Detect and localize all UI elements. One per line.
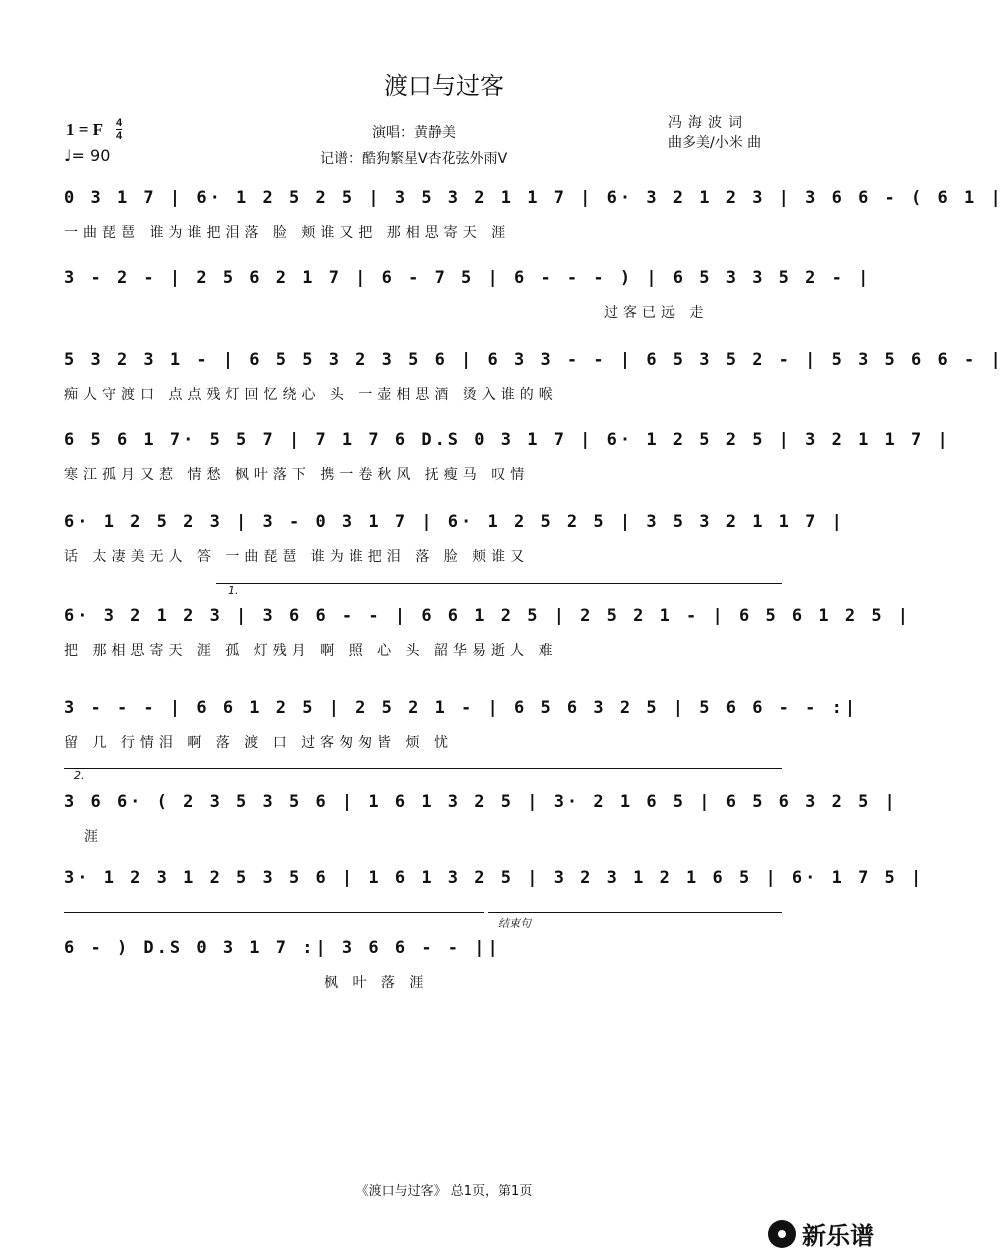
score-line-6 [64,606,912,676]
score-line-4 [64,430,951,500]
lyrics-line-3: 痴人守渡口 点点残灯回忆绕心 头 一壶相思酒 烫入谁的喉 [64,387,558,403]
time-signature-top: 4 [116,117,123,129]
lyrics-line-4: 寒江孤月又惹 情愁 枫叶落下 携一卷秋风 抚瘦马 叹情 [64,467,530,483]
score-title: 渡口与过客 [384,72,504,100]
lyrics-line-6: 把 那相思寄天 涯 孤 灯残月 啊 照 心 头 韶华易逝人 难 [64,643,558,659]
lyricist-credit: 冯海波词 [668,115,748,131]
key-signature: 1 = F [66,120,104,139]
volta-second-label: 2. [74,769,85,782]
score-line-5 [64,512,845,582]
score-line-8 [64,792,898,862]
lyrics-line-1: 一曲琵琶 谁为谁把泪落 脸 颊谁又把 那相思寄天 涯 [64,225,511,241]
notation-credit: 记谱：酷狗繁星V杏花弦外雨V [320,151,508,167]
volta-second-bracket [64,768,782,782]
brand-name: 新乐谱 [802,1222,874,1250]
notes-line-1: 0 3 1 7 | 6· 1 2 5 2 5 | 3 5 3 2 1 1 7 | 6· 3 2 1 2 3 | 3 6 6 - ( 6 1 | [64,188,1004,208]
notes-line-4: 6 5 6 1 7· 5 5 7 | 7 1 7 6 D.S 0 3 1 7 | 6· 1 2 5 2 5 | 3 2 1 1 7 | [64,430,951,450]
score-line-3 [64,350,1004,420]
tempo-value: = 90 [71,146,111,165]
ending-label: 结束句 [498,917,531,930]
ending-bracket [488,912,782,930]
notes-line-5: 6· 1 2 5 2 3 | 3 - 0 3 1 7 | 6· 1 2 5 2 5 | 3 5 3 2 1 1 7 | [64,512,845,532]
brand-logo [768,1216,874,1251]
notes-line-7: 3 - - - | 6 6 1 2 5 | 2 5 2 1 - | 6 5 6 3 2 5 | 5 6 6 - - :| [64,698,859,718]
composer-credit: 曲多美/小米 曲 [668,135,762,151]
score-line-7 [64,698,859,768]
lyrics-line-10: 枫 叶 落 涯 [324,975,429,991]
lyrics-line-2: 过客已远 走 [604,305,709,321]
notes-line-3: 5 3 2 3 1 - | 6 5 5 3 2 3 5 6 | 6 3 3 - - | 6 5 3 5 2 - | 5 3 5 6 6 - | [64,350,1004,370]
time-signature-bottom: 4 [116,130,123,142]
lyrics-line-7: 留 几 行情泪 啊 落 渡 口 过客匆匆皆 烦 忧 [64,735,454,751]
singer-credit: 演唱：黄静美 [372,125,456,141]
tempo-marking [64,146,110,165]
notes-line-9: 3· 1 2 3 1 2 5 3 5 6 | 1 6 1 3 2 5 | 3 2 3 1 2 1 6 5 | 6· 1 7 5 | [64,868,925,888]
score-line-1 [64,188,1004,258]
notes-line-10: 6 - ) D.S 0 3 1 7 :| 3 6 6 - - || [64,938,501,958]
volta-first-bracket [216,583,782,597]
coda-bracket [64,912,484,913]
lyrics-line-8: 涯 [84,829,103,845]
page-footer: 《渡口与过客》 总1页，第1页 [355,1184,533,1199]
quarter-note-icon: ♩ [64,146,72,165]
lyrics-line-5: 话 太凄美无人 答 一曲琵琶 谁为谁把泪 落 脸 颊谁又 [64,549,530,565]
score-line-2 [64,268,872,338]
notes-line-6: 6· 3 2 1 2 3 | 3 6 6 - - | 6 6 1 2 5 | 2 5 2 1 - | 6 5 6 1 2 5 | [64,606,912,626]
score-line-10 [64,938,784,1008]
notes-line-2: 3 - 2 - | 2 5 6 2 1 7 | 6 - 7 5 | 6 - - - ) | 6 5 3 3 5 2 - | [64,268,872,288]
time-signature [116,117,122,142]
vinyl-disc-icon [768,1220,796,1248]
volta-first-label: 1. [228,584,239,597]
score-line-9 [64,868,925,938]
notes-line-8: 3 6 6· ( 2 3 5 3 5 6 | 1 6 1 3 2 5 | 3· 2 1 6 5 | 6 5 6 3 2 5 | [64,792,898,812]
